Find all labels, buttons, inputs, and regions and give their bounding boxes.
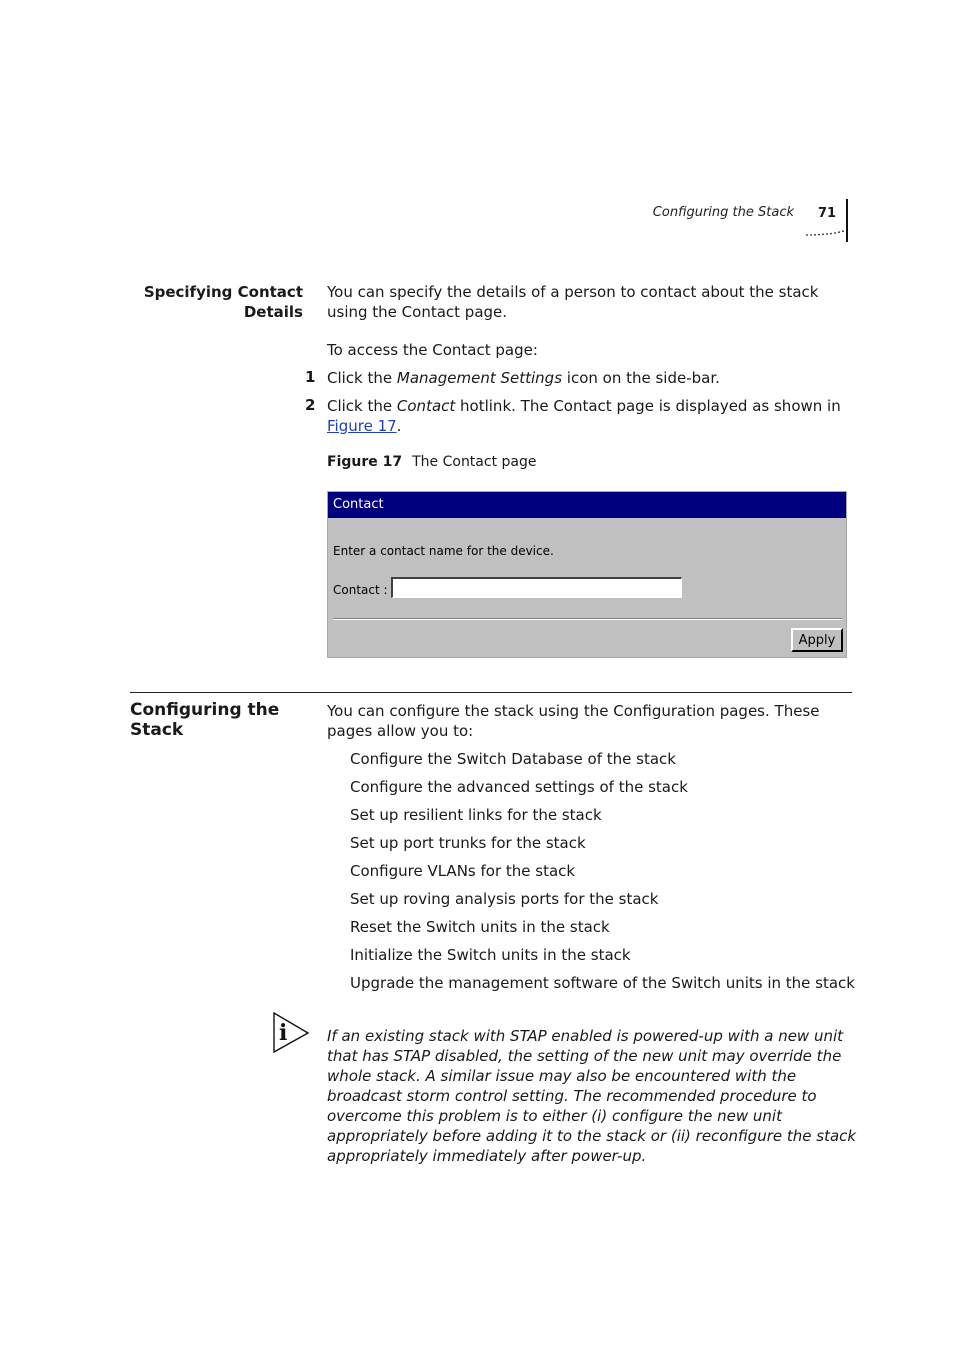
step-number: 2 [305,396,316,414]
step-text: . [396,417,402,435]
list-item: Reset the Switch units in the stack [350,918,610,936]
heading-line: Specifying Contact [143,283,303,301]
section-heading-contact [128,282,303,322]
step-text: Click the [327,369,397,387]
list-item: Set up roving analysis ports for the stack [350,890,659,908]
step-emphasis: Management Settings [396,369,563,387]
access-text: To access the Contact page: [327,341,538,359]
section-heading-configuring [130,700,310,740]
configuring-intro: You can configure the stack using the Configuration pages. These pages allow you to: [327,702,820,740]
running-header: Configuring the Stack [652,205,794,220]
step-1 [327,368,720,388]
figure-caption [327,454,536,470]
step-emphasis: Contact [396,397,456,415]
list-item: Set up port trunks for the stack [350,834,586,852]
info-icon [272,1012,310,1054]
list-item: Initialize the Switch units in the stack [350,946,631,964]
list-item: Configure the Switch Database of the stack [350,750,676,768]
list-item: Upgrade the management software of the Switch units in the stack [350,974,855,992]
step-text: Click the [327,397,397,415]
heading-line: Configuring the [130,700,280,720]
step-text: icon on the side-bar. [562,369,720,387]
section-divider [130,692,852,693]
figure-17-link[interactable]: Figure 17 [327,417,397,435]
step-2 [327,396,852,436]
page-number: 71 [818,206,837,221]
heading-line: Stack [130,720,184,740]
step-number: 1 [305,368,316,386]
dialog-separator [333,618,842,620]
list-item: Set up resilient links for the stack [350,806,602,824]
page-number-box [806,199,848,241]
apply-button[interactable]: Apply [791,628,843,652]
contact-field-label: Contact : [333,583,388,597]
dotted-ornament [806,229,848,237]
list-item: Configure VLANs for the stack [350,862,576,880]
dialog-title-bar: Contact [328,492,846,518]
contact-intro: You can specify the details of a person to contact about the stack using the Contact page. [327,283,819,321]
contact-dialog [327,491,847,658]
dialog-message: Enter a contact name for the device. [333,544,554,558]
step-text: hotlink. The Contact page is displayed as shown in [455,397,841,415]
note-text: If an existing stack with STAP enabled is powered-up with a new unit that has STAP disabled, the setting of the new unit may override the whole stack. A similar issue may also be encountered with the broadcast storm control setting. The recommended procedure to overcome this problem is to either (i) configure the new unit appropriately before adding it to the stack or (ii) reconfigure the stack appropriately immediately after power-up. [327,1027,857,1165]
list-item: Configure the advanced settings of the stack [350,778,688,796]
figure-label: Figure 17 [327,454,403,470]
figure-title: The Contact page [412,454,537,470]
contact-input[interactable] [391,577,682,598]
heading-line: Details [243,303,303,321]
svg-text:i: i [279,1020,288,1046]
